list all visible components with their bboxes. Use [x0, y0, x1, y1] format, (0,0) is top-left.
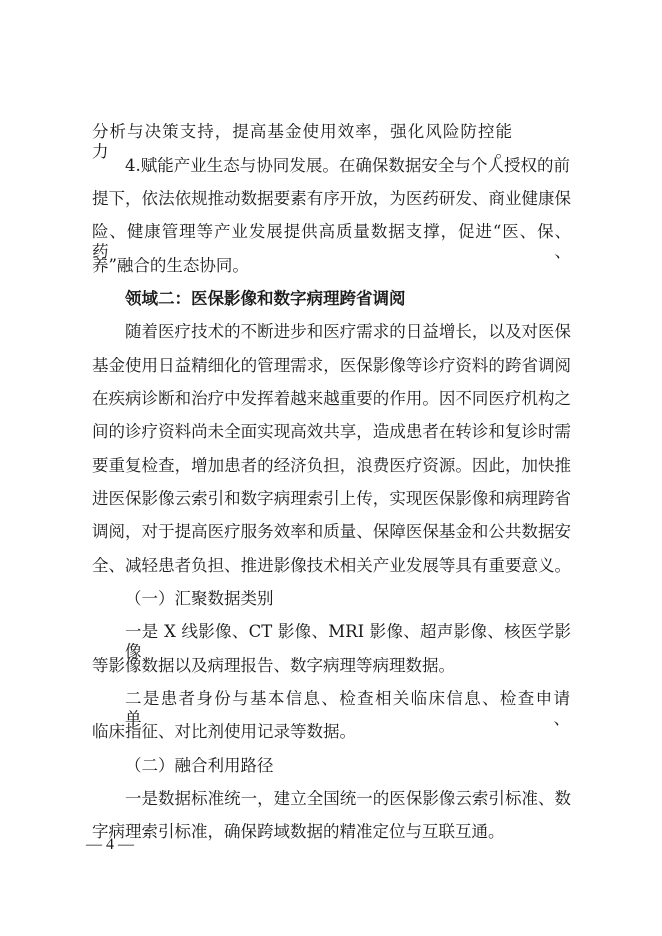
subsection-heading: （一）汇聚数据类别	[125, 589, 274, 608]
paragraph-line: 字病理索引标准，确保跨域数据的精准定位与互联互通。	[92, 822, 505, 841]
paragraph-line: 间的诊疗资料尚未全面实现高效共享，造成患者在转诊和复诊时需	[92, 422, 571, 441]
paragraph-line: 一是数据标准统一，建立全国统一的医保影像云索引标准、数	[125, 789, 571, 808]
page-number: — 4 —	[86, 836, 134, 853]
paragraph-line: 等影像数据以及病理报告、数字病理等病理数据。	[92, 656, 455, 675]
subsection-heading: （二）融合利用路径	[125, 756, 274, 775]
paragraph-line: 二是患者身份与基本信息、检查相关临床信息、检查申请单、	[125, 689, 570, 728]
paragraph-line: 养”融合的生态协同。	[92, 256, 249, 275]
paragraph-line: 进医保影像云索引和数字病理索引上传，实现医保影像和病理跨省	[92, 489, 571, 508]
paragraph-line: 险、健康管理等产业发展提供高质量数据支撑，促进“医、保、药、	[92, 222, 571, 261]
paragraph-line: 随着医疗技术的不断进步和医疗需求的日益增长，以及对医保	[125, 322, 571, 341]
paragraph-line: 一是 X 线影像、CT 影像、MRI 影像、超声影像、核医学影像	[125, 622, 571, 661]
paragraph-line: 基金使用日益精细化的管理需求，医保影像等诊疗资料的跨省调阅	[92, 356, 571, 375]
paragraph-line: 在疾病诊断和治疗中发挥着越来越重要的作用。因不同医疗机构之	[92, 389, 571, 408]
paragraph-line: 调阅，对于提高医疗服务效率和质量、保障医保基金和公共数据安	[92, 522, 571, 541]
paragraph-line: 分析与决策支持，提高基金使用效率，强化风险防控能力。	[92, 122, 512, 161]
paragraph-line: 4.赋能产业生态与协同发展。在确保数据安全与个人授权的前	[125, 156, 570, 175]
paragraph-line: 提下，依法依规推动数据要素有序开放，为医药研发、商业健康保	[92, 189, 571, 208]
paragraph-line: 全、减轻患者负担、推进影像技术相关产业发展等具有重要意义。	[92, 556, 571, 575]
section-heading: 领域二：医保影像和数字病理跨省调阅	[125, 289, 406, 308]
paragraph-line: 临床指征、对比剂使用记录等数据。	[92, 722, 356, 741]
paragraph-line: 要重复检查，增加患者的经济负担，浪费医疗资源。因此，加快推	[92, 456, 571, 475]
